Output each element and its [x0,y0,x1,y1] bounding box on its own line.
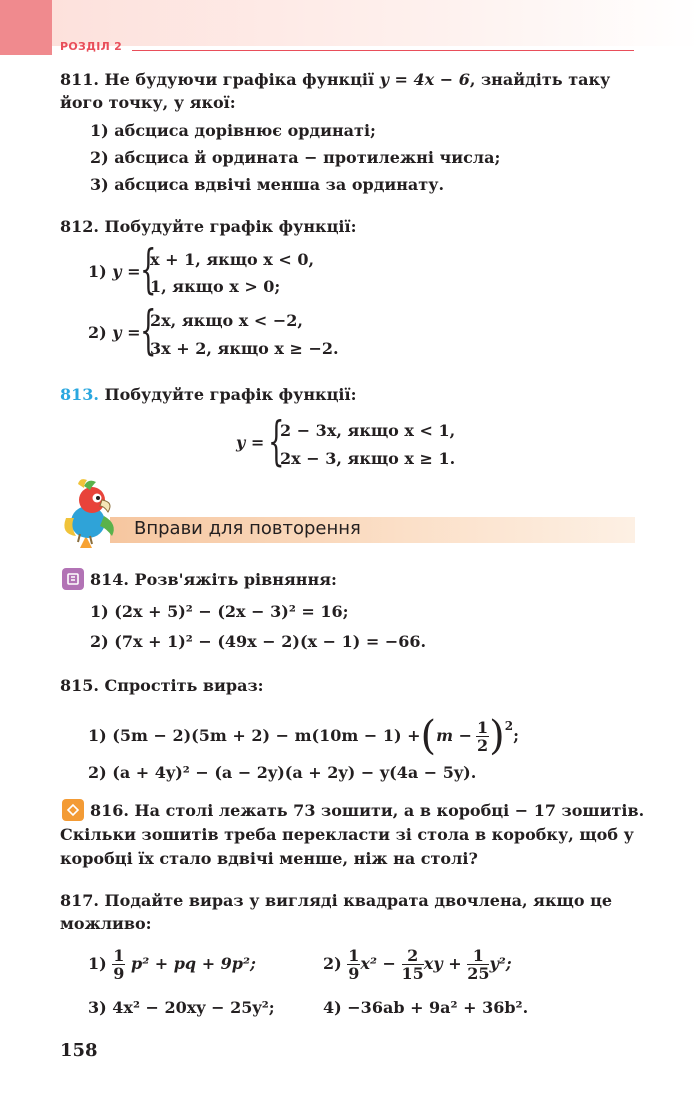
problem-813 [60,385,356,405]
problem-text: Побудуйте графік функції: [98,217,357,236]
list-item: 2) (7x + 1)² − (49x − 2)(x − 1) = −66. [90,632,427,651]
page-number: 158 [60,1040,98,1061]
problem-text: Побудуйте графік функції: [98,385,357,404]
parrot-icon [58,478,124,550]
problem-817 [60,891,612,911]
fraction: $\frac{1}{25}$ [467,945,490,983]
problem-text: На столі лежать 73 зошити, а в коробці − 17 зошитів. [128,801,645,820]
problem-number: 816. [90,801,129,820]
list-item: 1) (2x + 5)² − (2x − 3)² = 16; [90,602,349,621]
puzzle-icon [62,799,84,821]
corner-tab [0,0,52,55]
problem-number: 811. [60,70,99,89]
problem-816 [90,801,644,821]
problem-text: , знайдіть таку [469,70,611,89]
case-line: 3x + 2, якщо x ≥ −2. [150,339,339,358]
problem-814 [90,570,337,590]
problem-817-line2: можливо: [60,914,152,933]
section-rule [132,50,634,51]
list-item: 4) −36ab + 9a² + 36b². [323,998,529,1017]
list-item: 2) абсциса й ордината − протилежні числа; [90,148,501,167]
case-label: y = [236,433,265,452]
list-item: 2) (a + 4y)² − (a − 2y)(a + 2y) − y(4a − 5y). [88,763,477,782]
section-label: РОЗДІЛ 2 [60,40,123,53]
case-line: 1, якщо x > 0; [150,277,281,296]
brace: { [140,301,157,361]
problem-text: Не будуючи графіка функції [98,70,380,89]
problem-number: 815. [60,676,99,695]
list-item: 3) абсциса вдвічі менша за ординату. [90,175,445,194]
brace: { [268,412,285,472]
case-line: x + 1, якщо x < 0, [150,250,315,269]
list-item: 2) $\frac{1}{9}$ x² − $\frac{2}{15}$ xy + $\frac{1}{25}$ y²; [323,945,512,983]
problem-text: Подайте вираз у вигляді квадрата двочлена, якщо це [98,891,613,910]
fraction: $\frac{1}{9}$ [348,945,360,983]
problem-811 [60,70,610,90]
list-item: 1) (5m − 2)(5m + 2) − m(10m − 1) + ( m − $\frac{1}{2}$ ) $^2$ ; [88,713,520,759]
problem-number: 812. [60,217,99,236]
problem-number: 813. [60,385,99,404]
problem-816-line2: Скільки зошитів треба перекласти зі стола в коробку, щоб у [60,825,634,844]
list-item: 3) 4x² − 20xy − 25y²; [88,998,275,1017]
case-line: 2x − 3, якщо x ≥ 1. [280,449,456,468]
header-band [52,0,700,46]
case-line: 2 − 3x, якщо x < 1, [280,421,456,440]
problem-text: Спростіть вираз: [98,676,264,695]
book-icon [62,568,84,590]
brace: { [140,240,157,300]
fraction: $\frac{2}{15}$ [401,945,424,983]
case-label: 2) y = [88,323,141,342]
equation: y = 4x − 6 [379,70,470,89]
problem-number: 817. [60,891,99,910]
banner-title: Вправи для повторення [134,518,361,539]
problem-816-line3: коробці їх стало вдвічі менше, ніж на столі? [60,849,478,868]
case-label: 1) y = [88,262,141,281]
fraction: $\frac{1}{2}$ [477,717,489,755]
case-line: 2x, якщо x < −2, [150,311,303,330]
list-item: 1) абсциса дорівнює ординаті; [90,121,376,140]
problem-815 [60,676,264,696]
problem-number: 814. [90,570,129,589]
problem-text: Розв'яжіть рівняння: [128,570,337,589]
problem-811-line2: його точку, у якої: [60,93,236,112]
fraction: $\frac{1}{9}$ [113,945,125,983]
list-item: 1) $\frac{1}{9}$ p² + pq + 9p²; [88,945,256,983]
problem-812 [60,217,356,237]
